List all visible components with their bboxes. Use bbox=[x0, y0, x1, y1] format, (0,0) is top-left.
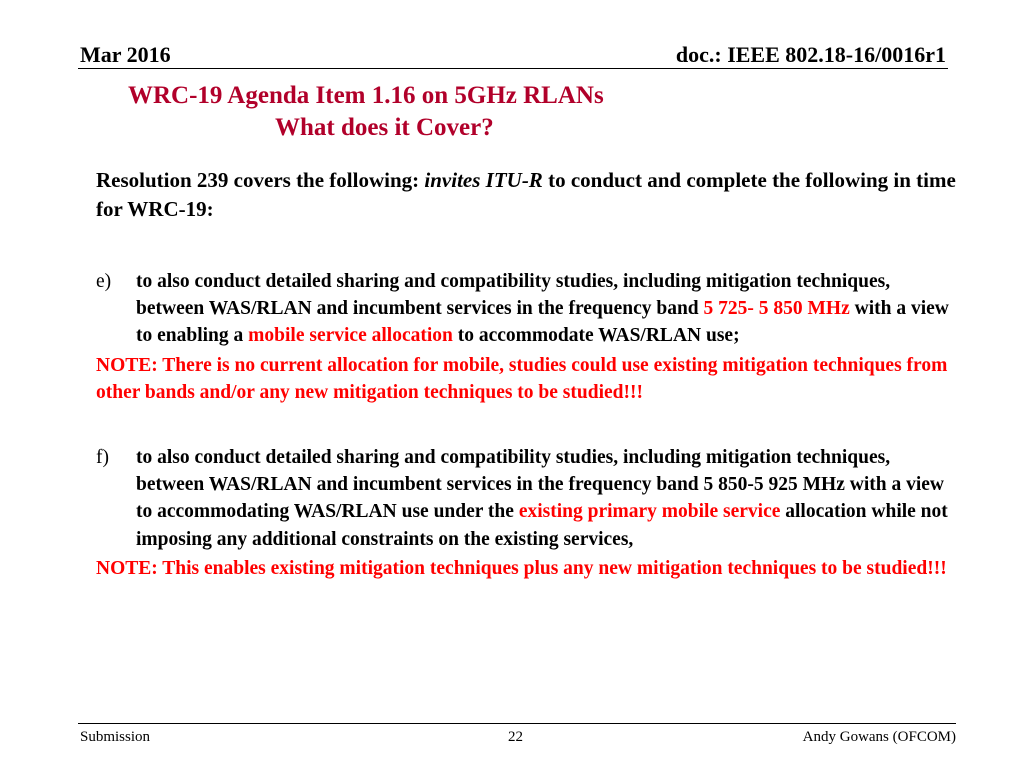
title-line-1: WRC-19 Agenda Item 1.16 on 5GHz RLANs bbox=[128, 82, 604, 109]
intro-paragraph bbox=[96, 166, 956, 224]
header-rule bbox=[78, 68, 948, 69]
header-doc-id: doc.: IEEE 802.18-16/0016r1 bbox=[675, 42, 946, 67]
item-f-text-2: allocation while not imposing any additional constraints on the existing services, bbox=[136, 501, 948, 550]
footer-submission: Submission bbox=[80, 729, 151, 745]
item-f-text-1: to also conduct detailed sharing and compatibility studies, including mitigation techniques, between WAS/RLAN and incumbent services in the frequency band 5 850-5 925 MHz with a view to accommodating WAS/RLAN use under the bbox=[136, 447, 944, 523]
slide-title bbox=[0, 80, 800, 144]
spacer bbox=[96, 406, 956, 444]
note-e: NOTE: There is no current allocation for mobile, studies could use existing mitigation techniques from other bands and/or any new mitigation techniques to be studied!!! bbox=[96, 354, 948, 403]
list-marker-f: f) bbox=[96, 447, 109, 469]
list-item-f bbox=[96, 444, 956, 553]
header-date: Mar 2016 bbox=[80, 42, 171, 67]
item-e-mobile-allocation: mobile service allocation bbox=[248, 325, 453, 347]
item-e-text-2: with a view to enabling a bbox=[136, 298, 949, 347]
list-marker-e: e) bbox=[96, 271, 112, 292]
list-item-e bbox=[96, 268, 956, 350]
intro-lead: Resolution 239 covers the following: bbox=[96, 168, 425, 192]
footer-author: Andy Gowans (OFCOM) bbox=[802, 729, 956, 745]
title-line-2: What does it Cover? bbox=[275, 114, 494, 141]
item-f-existing-service: existing primary mobile service bbox=[518, 501, 781, 523]
intro-rest: to conduct and complete the following in time for WRC-19: bbox=[96, 168, 956, 221]
slide-body bbox=[96, 166, 956, 582]
note-f: NOTE: This enables existing mitigation techniques plus any new mitigation techniques to be studied!!! bbox=[96, 557, 947, 579]
intro-italic: invites ITU-R bbox=[424, 168, 543, 192]
item-e-text-1: to also conduct detailed sharing and compatibility studies, including mitigation techniques, between WAS/RLAN and incumbent services in the frequency band bbox=[136, 271, 891, 320]
item-e-frequency-band: 5 725- 5 850 MHz bbox=[703, 298, 850, 320]
item-e-text-3: to accommodate WAS/RLAN use; bbox=[452, 325, 740, 347]
footer-rule bbox=[78, 723, 956, 724]
footer-page-number: 22 bbox=[508, 729, 523, 745]
